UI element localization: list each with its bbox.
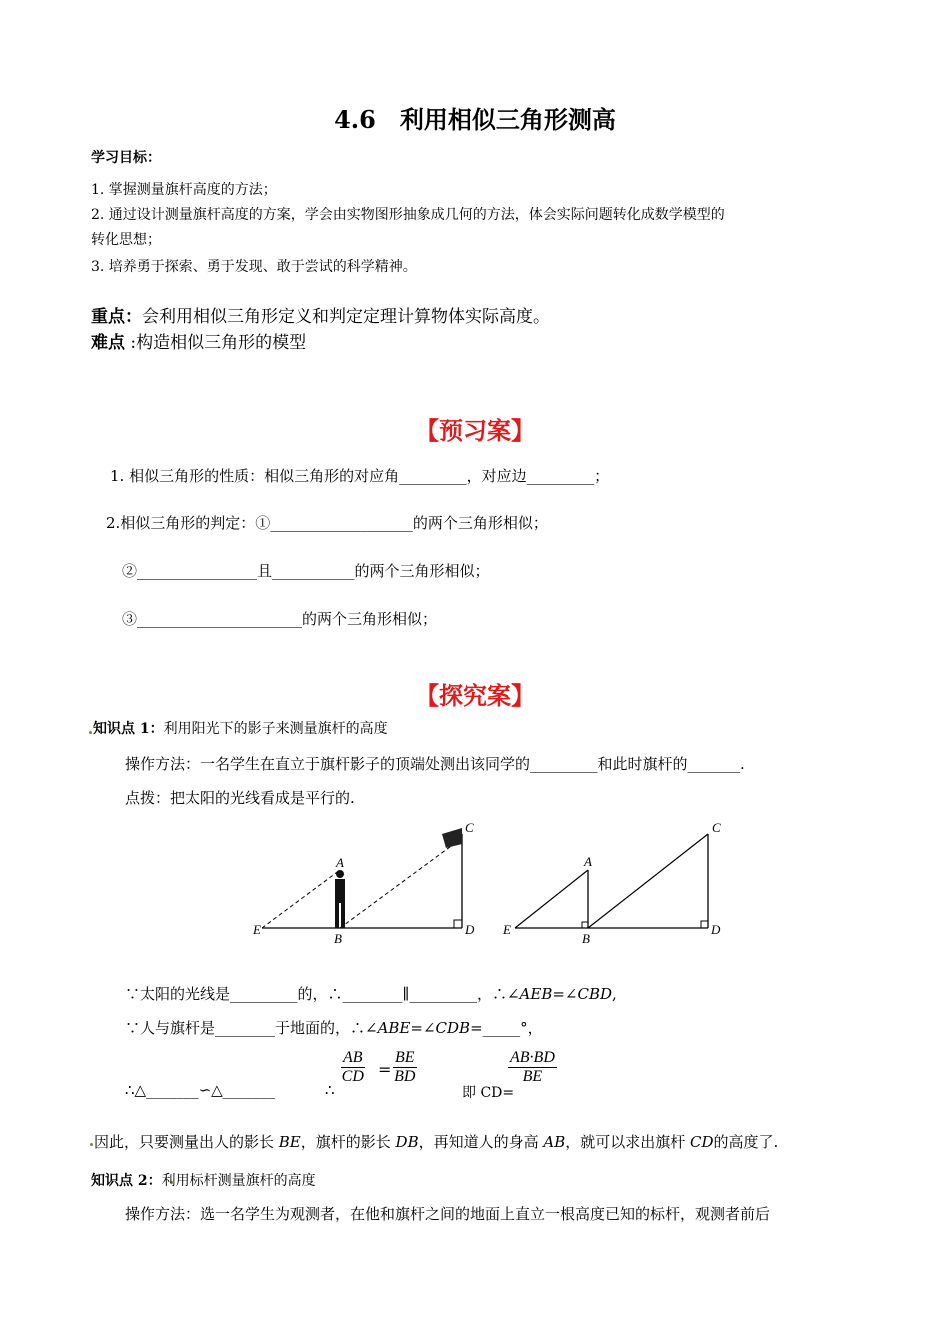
line2-prefix: ∵人与旗杆是________于地面的，∴∠ <box>125 1019 378 1037</box>
objectives-heading: 学习目标： <box>91 150 161 166</box>
label-c: C <box>465 820 474 835</box>
reasoning-line-2 <box>125 1017 543 1038</box>
frac3-den: BE <box>522 1068 543 1085</box>
var-db: DB <box>395 1133 419 1151</box>
frac2-num: BE <box>395 1049 415 1066</box>
label-a: A <box>584 854 592 869</box>
conclusion-part: 的高度了. <box>713 1133 779 1151</box>
fraction-ab-cd <box>341 1049 365 1086</box>
angle-cbd: CBD <box>577 985 613 1003</box>
difficult-point <box>91 328 306 353</box>
operation-method-2: 操作方法：选一名学生为观测者，在他和旗杆之间的地面上直立一根高度已知的标杆，观测者前后 <box>125 1205 771 1223</box>
parallel-symbol: ∥ <box>402 985 410 1003</box>
knowledge-point-2 <box>91 1170 316 1190</box>
difficult-point-label: 难点 <box>91 333 125 353</box>
key-point <box>91 302 550 327</box>
similarity-statement: ∴△_______∽△_______ <box>125 1081 276 1099</box>
objective-item: 3. 培养勇于探索、勇于发现、敢于尝试的科学精神。 <box>91 259 417 275</box>
cd-equals-label: 即 CD= <box>462 1085 515 1101</box>
line1-middle: _________，∴∠ <box>409 985 520 1003</box>
shadow-diagram <box>0 810 950 950</box>
conclusion-part: ，再知道人的身高 <box>418 1133 544 1151</box>
conclusion-part: ，就可以求出旗杆 <box>565 1133 691 1151</box>
kp2-label: 知识点 2： <box>91 1173 162 1189</box>
frac3-num: AB·BD <box>510 1049 555 1066</box>
person-icon <box>335 870 345 928</box>
frac1-den: CD <box>341 1068 364 1085</box>
hint: 点拨：把太阳的光线看成是平行的. <box>125 789 355 807</box>
sun-ray-2 <box>340 838 462 928</box>
right-angle-mark <box>701 921 708 928</box>
segment-ea <box>515 870 588 928</box>
conclusion-part: 因此，只要测量出人的影长 <box>94 1133 279 1151</box>
page-title: 4.6 利用相似三角形测高 <box>334 105 616 134</box>
preview-heading: 【预习案】 <box>415 417 535 445</box>
segment-bc <box>588 834 708 928</box>
flag-icon <box>442 828 462 848</box>
label-c: C <box>712 820 721 835</box>
preview-question-2: 2.相似三角形的判定：①___________________的两个三角形相似； <box>106 514 548 532</box>
angle-aeb: AEB <box>519 985 553 1003</box>
angle-abe: ABE <box>377 1019 411 1037</box>
label-a: A <box>336 855 344 870</box>
var-ab: AB <box>543 1133 566 1151</box>
equals-sign: = <box>378 1060 392 1079</box>
label-b: B <box>582 931 590 946</box>
var-be: BE <box>278 1133 301 1151</box>
label-b: B <box>334 931 342 946</box>
label-d: D <box>711 922 721 937</box>
kp2-text: 利用标杆测量旗杆的高度 <box>161 1173 316 1189</box>
frac2-den: BD <box>394 1068 416 1085</box>
kp1-label: 知识点 1： <box>93 721 164 737</box>
marker-dot <box>89 731 92 734</box>
kp1-text: 利用阳光下的影子来测量旗杆的高度 <box>163 721 388 737</box>
sun-ray-1 <box>262 870 340 928</box>
knowledge-point-1 <box>93 718 388 738</box>
line1-prefix: ∵太阳的光线是_________的，∴________ <box>125 985 403 1003</box>
right-angle-mark <box>582 922 588 928</box>
conclusion <box>94 1131 778 1152</box>
fraction-abbd-be <box>508 1049 557 1086</box>
var-cd: CD <box>690 1133 714 1151</box>
preview-question-2b: ②________________且___________的两个三角形相似； <box>122 562 490 580</box>
frac1-num: AB <box>343 1049 363 1066</box>
right-angle-mark <box>454 920 462 928</box>
difficult-point-text: :构造相似三角形的模型 <box>125 333 307 353</box>
objective-item: 转化思想； <box>91 232 161 248</box>
line1-end: , <box>612 985 617 1003</box>
fraction-be-bd <box>393 1049 417 1086</box>
reasoning-line-1 <box>125 983 617 1004</box>
preview-question-1: 1. 相似三角形的性质：相似三角形的对应角_________，对应边_________； <box>110 467 610 485</box>
label-e: E <box>503 922 511 937</box>
angle-cdb: CDB <box>435 1019 471 1037</box>
objective-item: 1. 掌握测量旗杆高度的方法； <box>91 182 277 198</box>
preview-question-2c: ③______________________的两个三角形相似； <box>122 610 438 628</box>
conclusion-part: ，旗杆的影长 <box>300 1133 396 1151</box>
explore-heading: 【探究案】 <box>415 682 535 710</box>
marker-dot <box>90 1143 93 1146</box>
line1-eq: =∠ <box>552 985 578 1003</box>
line2-end: =_____°， <box>470 1019 543 1037</box>
line2-eq: =∠ <box>410 1019 436 1037</box>
label-e: E <box>253 922 261 937</box>
objective-item: 2. 通过设计测量旗杆高度的方案，学会由实物图形抽象成几何的方法，体会实际问题转化成数学模型的 <box>91 207 725 223</box>
key-point-label: 重点： <box>91 307 142 327</box>
label-d: D <box>465 922 475 937</box>
operation-method: 操作方法：一名学生在直立于旗杆影子的顶端处测出该同学的_________和此时旗杆的_______. <box>125 755 745 773</box>
key-point-text: 会利用相似三角形定义和判定定理计算物体实际高度。 <box>142 307 550 327</box>
therefore-symbol: ∴ <box>325 1081 335 1099</box>
